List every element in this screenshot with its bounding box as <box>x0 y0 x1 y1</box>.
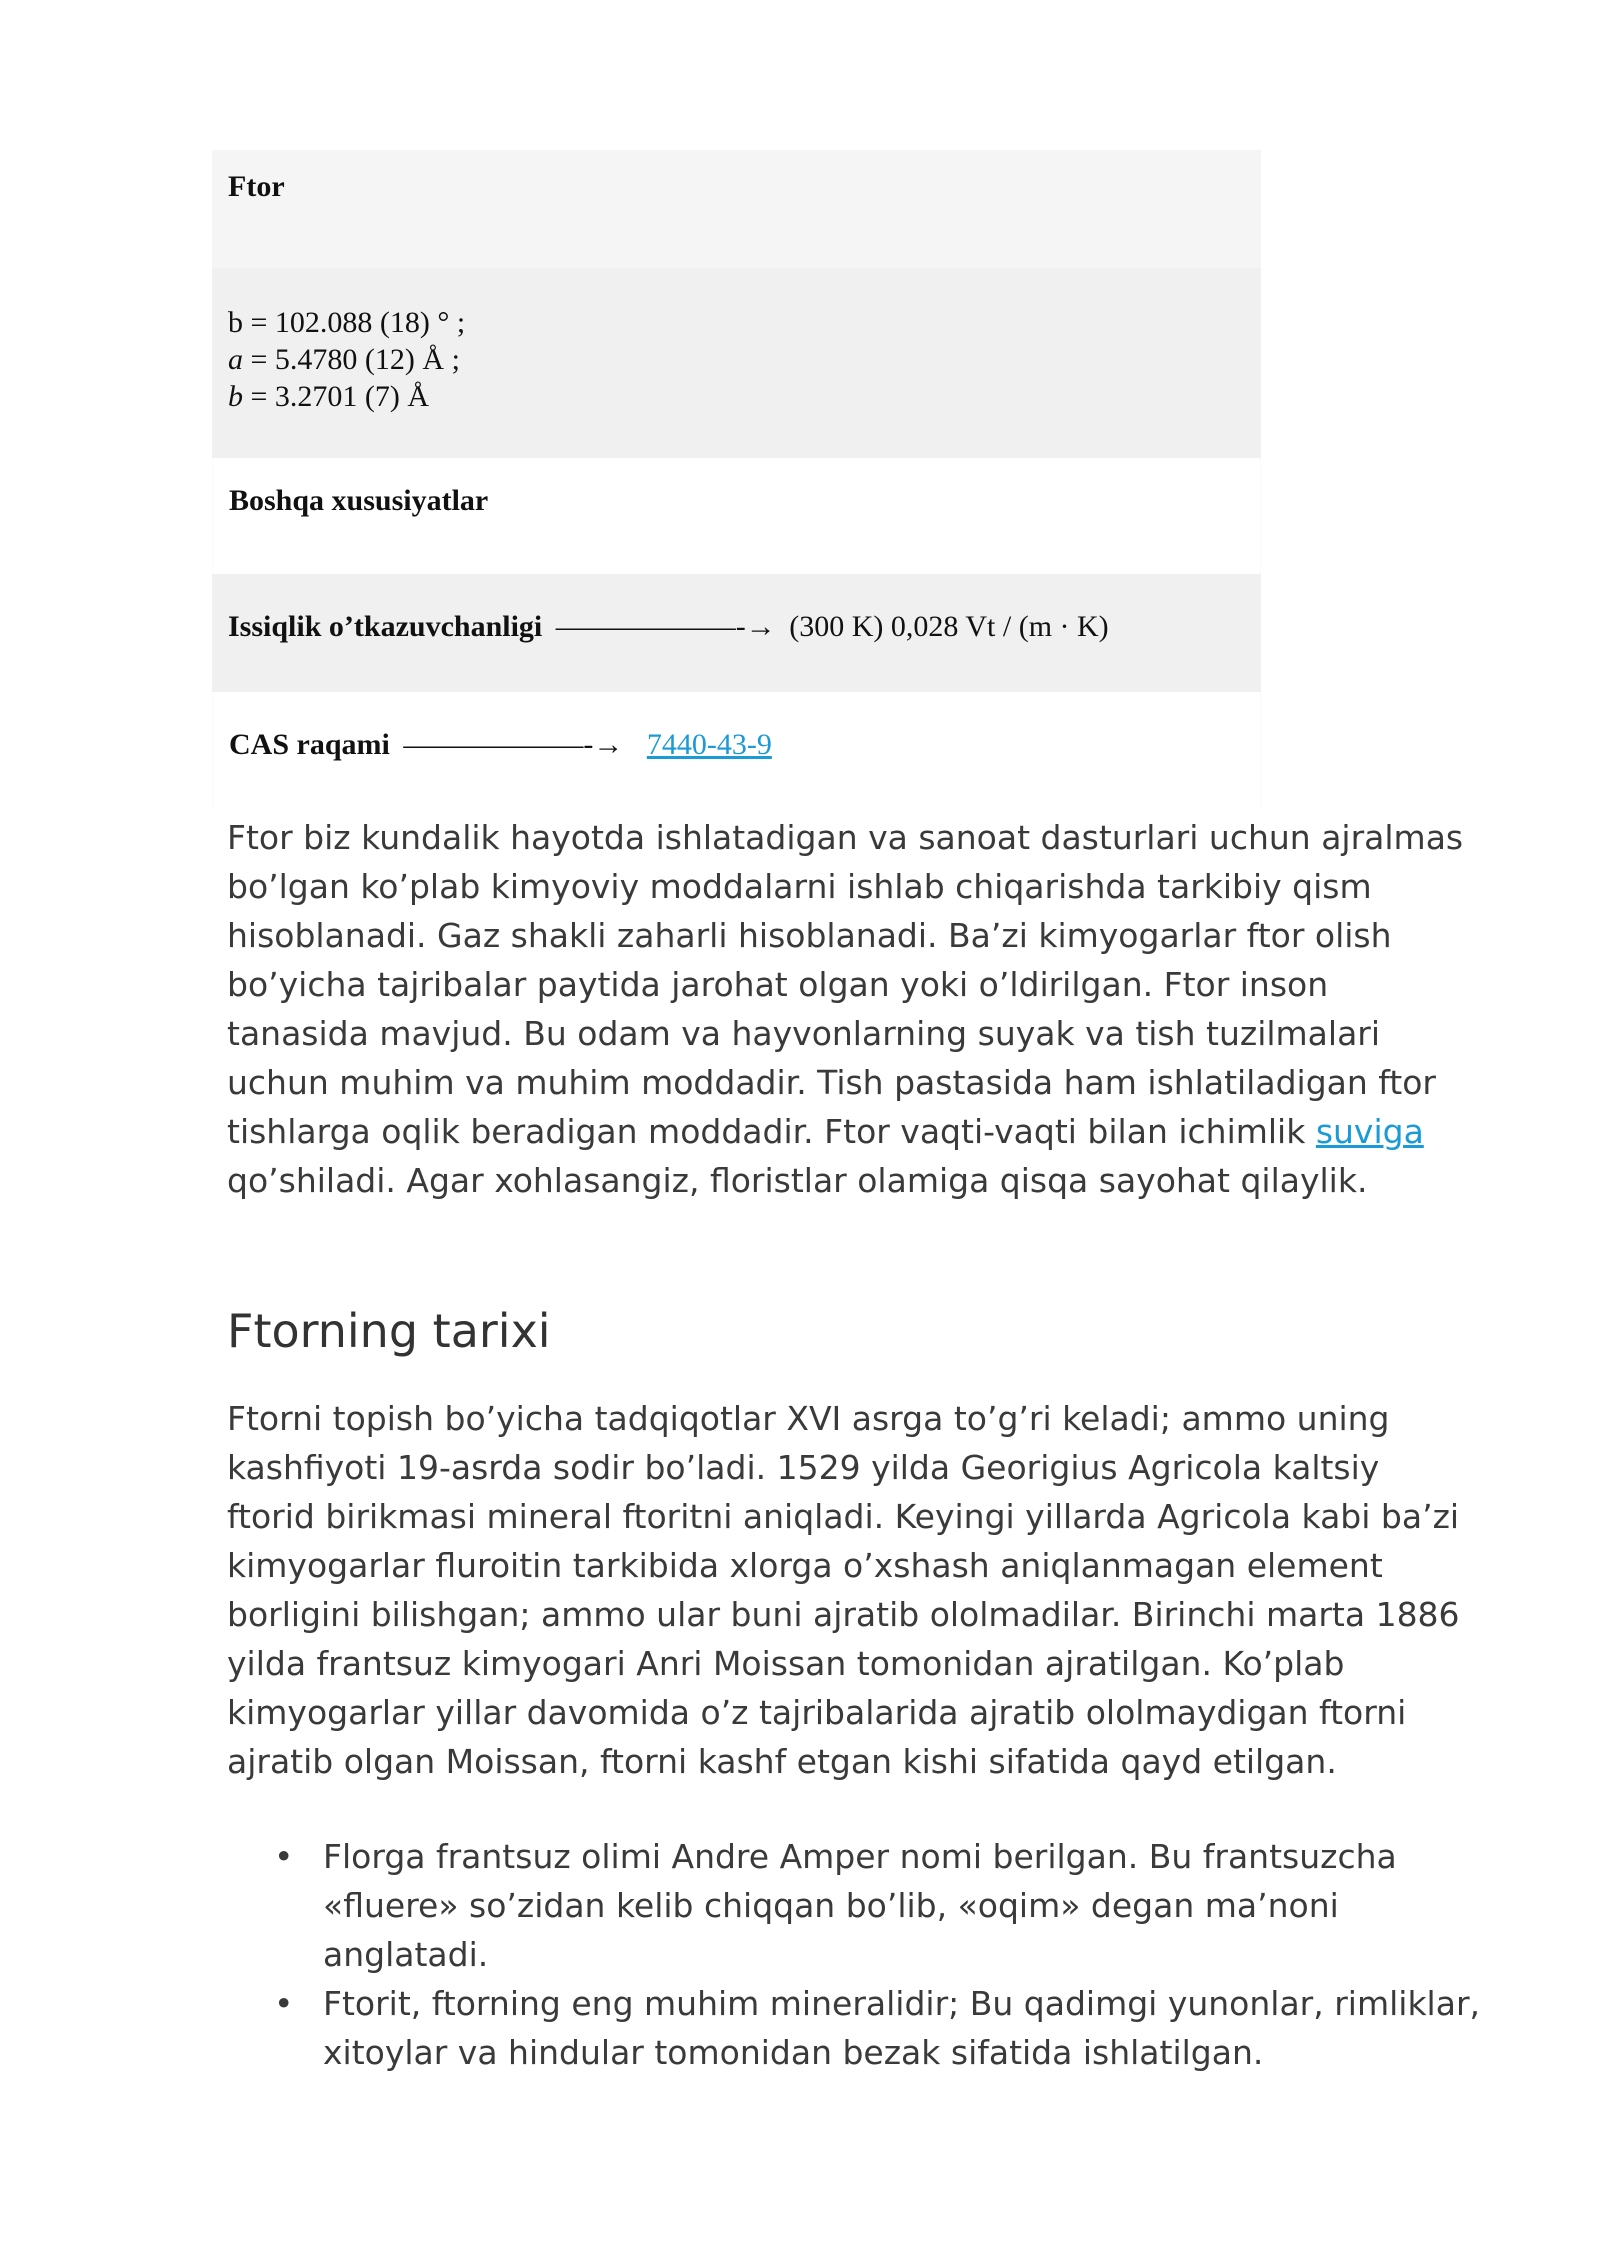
list-item-text: Florga frantsuz olimi Andre Amper nomi berilgan. Bu frantsuzcha «fluere» so’zidan kelib chiqqan bo’lib, «oqim» degan ma’noni anglatadi. <box>323 1837 1397 1974</box>
table-row-title <box>212 150 1261 268</box>
lattice-line-2 <box>228 341 1261 378</box>
info-table <box>212 150 1261 810</box>
bullet-marker: • <box>274 1984 294 2023</box>
suviga-link[interactable]: suviga <box>1315 1112 1424 1151</box>
other-properties-heading: Boshqa xususiyatlar <box>229 484 489 517</box>
thermal-conductivity-label: Issiqlik o’tkazuvchanligi <box>228 610 543 643</box>
cas-label: CAS raqami <box>229 728 390 761</box>
lattice-var-b: b <box>228 380 243 413</box>
cas-arrow: ——————-→ <box>403 728 624 761</box>
list-item <box>227 1832 1497 1979</box>
lattice-value-b: = 3.2701 (7) Å <box>243 380 430 413</box>
table-title: Ftor <box>228 170 285 203</box>
lattice-value-a: = 5.4780 (12) Å ; <box>243 343 460 376</box>
table-row-lattice <box>212 268 1261 458</box>
list-item <box>227 1979 1497 2077</box>
bullet-marker: • <box>274 1837 294 1876</box>
thermal-conductivity-value: (300 K) 0,028 Vt / (m · K) <box>789 610 1109 643</box>
intro-text-before-link: Ftor biz kundalik hayotda ishlatadigan va sanoat dasturlari uchun ajralmas bo’lgan ko’plab kimyoviy moddalarni ishlab chiqarishda tarkibiy qism hisoblanadi. Gaz shakli zaharli hisoblanadi. Ba’zi kimyogarlar ftor olish bo’yicha tajribalar paytida jarohat olgan yoki o’ldirilgan. Ftor inson tanasida mavjud. Bu odam va hayvonlarning suyak va tish tuzilmalari uchun muhim va muhim moddadir. Tish pastasida ham ishlatiladigan ftor tishlarga oqlik beradigan moddadir. Ftor vaqti-vaqti bilan ichimlik <box>227 818 1464 1151</box>
table-row-cas <box>212 692 1261 810</box>
table-row-other-properties <box>212 458 1261 574</box>
lattice-line-1: b = 102.088 (18) ° ; <box>228 306 466 339</box>
history-paragraph: Ftorni topish bo’yicha tadqiqotlar XVI asrga to’g’ri keladi; ammo uning kashfiyoti 19-asrda sodir bo’ladi. 1529 yilda Georigius Agricola kaltsiy ftorid birikmasi mineral ftoritni aniqladi. Keyingi yillarda Agricola kabi ba’zi kimyogarlar fluroitin tarkibida xlorga o’xshash aniqlanmagan element borligini bilishgan; ammo ular buni ajratib ololmadilar. Birinchi marta 1886 yilda frantsuz kimyogari Anri Moissan tomonidan ajratilgan. Ko’plab kimyogarlar yillar davomida o’z tajribalarida ajratib ololmaydigan ftorni ajratib olgan Moissan, ftorni kashf etgan kishi sifatida qayd etilgan. <box>227 1399 1460 1781</box>
lattice-var-a: a <box>228 343 243 376</box>
cas-number-link[interactable]: 7440-43-9 <box>646 728 772 761</box>
table-row-thermal-conductivity <box>212 574 1261 692</box>
thermal-conductivity-arrow: ——————-→ <box>555 610 776 643</box>
section-heading-history: Ftorning tarixi <box>227 1304 551 1358</box>
list-item-text: Ftorit, ftorning eng muhim mineralidir; Bu qadimgi yunonlar, rimliklar, xitoylar va hindular tomonidan bezak sifatida ishlatilgan. <box>323 1984 1480 2072</box>
lattice-line-3 <box>228 378 1261 415</box>
facts-list <box>227 1832 1497 2077</box>
intro-text-after-link: qo’shiladi. Agar xohlasangiz, floristlar olamiga qisqa sayohat qilaylik. <box>227 1161 1368 1200</box>
intro-paragraph <box>227 813 1477 1205</box>
